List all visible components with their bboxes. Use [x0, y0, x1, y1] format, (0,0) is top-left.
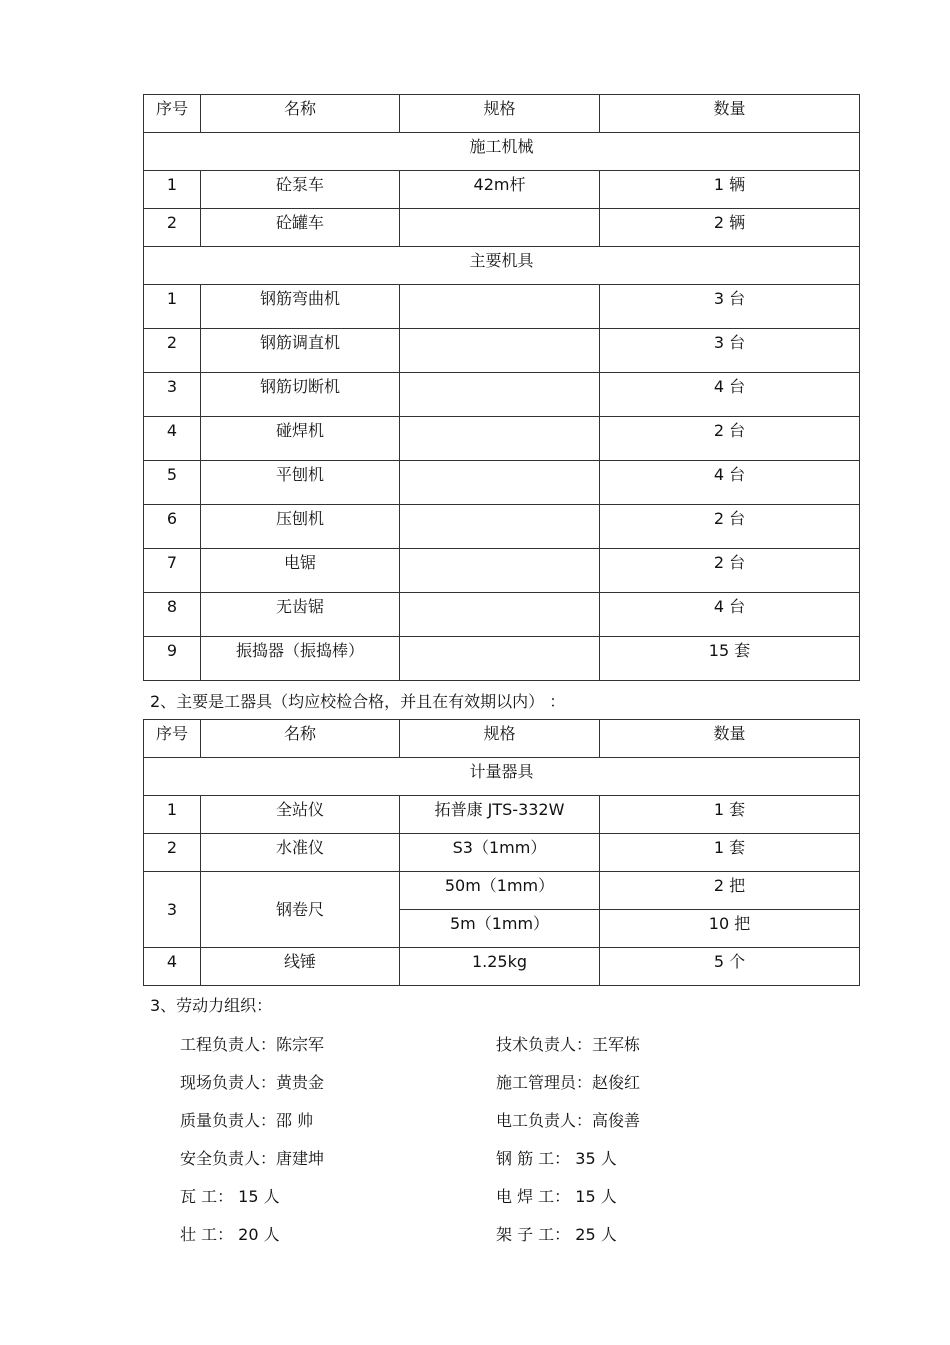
row-name: 振捣器（振捣棒）	[201, 637, 400, 681]
table-row	[144, 796, 860, 834]
row-name: 水准仪	[201, 834, 400, 872]
labor-left: 质量负责人：邵 帅	[180, 1111, 314, 1130]
row-no: 7	[144, 549, 201, 593]
row-name: 线锤	[201, 948, 400, 986]
labor-right: 钢 筋 工： 35 人	[496, 1149, 617, 1168]
row-spec: 拓普康 JTS-332W	[400, 796, 600, 834]
labor-left: 现场负责人：黄贵金	[180, 1073, 325, 1092]
row-name: 平刨机	[201, 461, 400, 505]
row-no: 6	[144, 505, 201, 549]
row-name: 钢筋切断机	[201, 373, 400, 417]
row-no: 4	[144, 417, 201, 461]
row-no: 5	[144, 461, 201, 505]
row-name: 钢筋弯曲机	[201, 285, 400, 329]
table-row	[144, 461, 860, 505]
labor-right: 电工负责人：高俊善	[496, 1111, 641, 1130]
row-no: 1	[144, 171, 201, 209]
labor-left: 壮 工： 20 人	[180, 1225, 280, 1244]
row-spec	[400, 505, 600, 549]
labor-right: 技术负责人：王军栋	[496, 1035, 641, 1054]
header-spec: 规格	[400, 95, 600, 133]
row-qty: 2 台	[600, 549, 860, 593]
section-3-title: 3、劳动力组织：	[150, 996, 273, 1015]
row-name: 碰焊机	[201, 417, 400, 461]
group-row	[144, 247, 860, 285]
row-spec	[400, 373, 600, 417]
labor-right: 架 子 工： 25 人	[496, 1225, 617, 1244]
row-spec: 1.25kg	[400, 948, 600, 986]
group-title-main-tools: 主要机具	[144, 247, 860, 285]
row-spec	[400, 417, 600, 461]
labor-row	[180, 1146, 820, 1170]
table-header-row	[144, 720, 860, 758]
row-spec: S3（1mm）	[400, 834, 600, 872]
row-spec	[400, 285, 600, 329]
row-name: 钢卷尺	[201, 872, 400, 948]
row-qty: 2 辆	[600, 209, 860, 247]
row-no: 4	[144, 948, 201, 986]
table-row	[144, 329, 860, 373]
header-qty: 数量	[600, 720, 860, 758]
row-no: 3	[144, 373, 201, 417]
header-name: 名称	[201, 720, 400, 758]
group-title-construction-machinery: 施工机械	[144, 133, 860, 171]
labor-left: 工程负责人：陈宗军	[180, 1035, 325, 1054]
table-row	[144, 549, 860, 593]
row-name: 钢筋调直机	[201, 329, 400, 373]
row-qty: 4 台	[600, 593, 860, 637]
measuring-tools-table	[143, 719, 860, 986]
labor-right: 施工管理员：赵俊红	[496, 1073, 641, 1092]
row-qty: 3 台	[600, 329, 860, 373]
row-qty: 1 套	[600, 834, 860, 872]
row-qty: 1 套	[600, 796, 860, 834]
table-row	[144, 593, 860, 637]
row-qty: 10 把	[600, 910, 860, 948]
row-spec: 5m（1mm）	[400, 910, 600, 948]
row-no: 3	[144, 872, 201, 948]
header-qty: 数量	[600, 95, 860, 133]
table-row	[144, 209, 860, 247]
table-row	[144, 373, 860, 417]
labor-left: 瓦 工： 15 人	[180, 1187, 280, 1206]
table-header-row	[144, 95, 860, 133]
labor-row	[180, 1184, 820, 1208]
row-qty: 4 台	[600, 461, 860, 505]
row-qty: 5 个	[600, 948, 860, 986]
labor-row	[180, 1108, 820, 1132]
table-row	[144, 171, 860, 209]
row-qty: 3 台	[600, 285, 860, 329]
table-row	[144, 505, 860, 549]
row-no: 1	[144, 285, 201, 329]
row-spec	[400, 637, 600, 681]
machinery-table	[143, 94, 860, 681]
row-name: 压刨机	[201, 505, 400, 549]
row-qty: 15 套	[600, 637, 860, 681]
row-no: 9	[144, 637, 201, 681]
row-spec	[400, 593, 600, 637]
row-spec	[400, 209, 600, 247]
header-spec: 规格	[400, 720, 600, 758]
table-row	[144, 948, 860, 986]
header-name: 名称	[201, 95, 400, 133]
group-row	[144, 133, 860, 171]
labor-row	[180, 1070, 820, 1094]
row-qty: 2 台	[600, 417, 860, 461]
header-no: 序号	[144, 95, 201, 133]
row-spec	[400, 549, 600, 593]
row-name: 全站仪	[201, 796, 400, 834]
row-no: 2	[144, 834, 201, 872]
table-row	[144, 834, 860, 872]
group-title-measuring-tools: 计量器具	[144, 758, 860, 796]
row-name: 砼泵车	[201, 171, 400, 209]
row-no: 2	[144, 329, 201, 373]
labor-row	[180, 1032, 820, 1056]
row-spec	[400, 461, 600, 505]
table-row	[144, 285, 860, 329]
row-spec: 50m（1mm）	[400, 872, 600, 910]
header-no: 序号	[144, 720, 201, 758]
row-spec	[400, 329, 600, 373]
table-row	[144, 417, 860, 461]
row-name: 砼罐车	[201, 209, 400, 247]
row-name: 电锯	[201, 549, 400, 593]
labor-right: 电 焊 工： 15 人	[496, 1187, 617, 1206]
labor-row	[180, 1222, 820, 1246]
row-spec: 42m杆	[400, 171, 600, 209]
row-qty: 2 台	[600, 505, 860, 549]
table-row	[144, 637, 860, 681]
group-row	[144, 758, 860, 796]
row-no: 2	[144, 209, 201, 247]
row-qty: 1 辆	[600, 171, 860, 209]
row-name: 无齿锯	[201, 593, 400, 637]
table-row	[144, 872, 860, 910]
row-no: 1	[144, 796, 201, 834]
row-qty: 4 台	[600, 373, 860, 417]
section-2-title: 2、主要是工器具（均应校检合格，并且在有效期以内） ：	[150, 692, 566, 711]
row-qty: 2 把	[600, 872, 860, 910]
labor-left: 安全负责人：唐建坤	[180, 1149, 325, 1168]
row-no: 8	[144, 593, 201, 637]
